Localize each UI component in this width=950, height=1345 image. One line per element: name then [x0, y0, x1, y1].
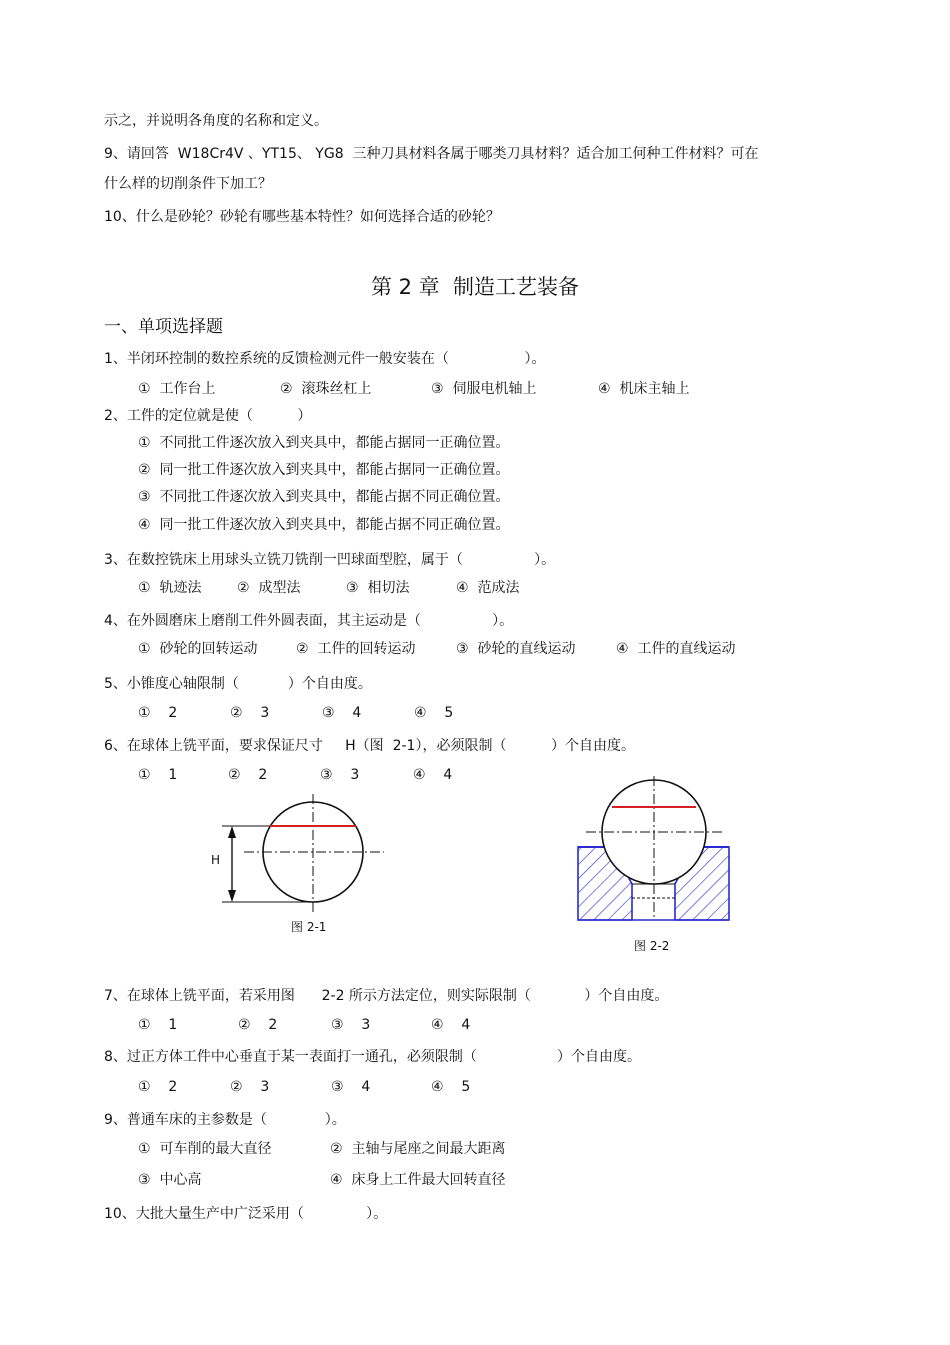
- question-2-option-4: ④ 同一批工件逐次放入到夹具中，都能占据不同正确位置。: [138, 517, 510, 533]
- question-1-option-4: ④ 机床主轴上: [598, 381, 690, 397]
- question-10-stem: 10、大批大量生产中广泛采用（ ）。: [104, 1206, 388, 1222]
- question-4-option-2: ② 工件的回转运动: [296, 641, 416, 657]
- question-5-option-2: ② 3: [230, 705, 270, 721]
- question-3-option-4: ④ 范成法: [456, 580, 520, 596]
- question-4-option-4: ④ 工件的直线运动: [616, 641, 736, 657]
- question-6-option-1: ① 1: [138, 767, 178, 783]
- question-7-option-4: ④ 4: [431, 1017, 471, 1033]
- question-4-option-3: ③ 砂轮的直线运动: [456, 641, 576, 657]
- prev-question-9-line2: 什么样的切削条件下加工？: [104, 176, 272, 192]
- question-7-option-3: ③ 3: [331, 1017, 371, 1033]
- question-2-stem: 2、工件的定位就是使（ ）: [104, 408, 312, 424]
- question-3-option-3: ③ 相切法: [346, 580, 410, 596]
- question-6-stem: 6、在球体上铣平面，要求保证尺寸 H（图 2-1），必须限制（ ）个自由度。: [104, 738, 635, 754]
- question-6-option-3: ③ 3: [320, 767, 360, 783]
- question-4-option-1: ① 砂轮的回转运动: [138, 641, 258, 657]
- question-5-option-3: ③ 4: [322, 705, 362, 721]
- figure-2-1-caption: 图 2-1: [291, 920, 327, 934]
- chapter-title: 第 2 章 制造工艺装备: [370, 275, 580, 299]
- question-8-option-1: ① 2: [138, 1079, 178, 1095]
- question-1-option-1: ① 工作台上: [138, 381, 216, 397]
- question-8-option-2: ② 3: [230, 1079, 270, 1095]
- question-9-stem: 9、普通车床的主参数是（ ）。: [104, 1112, 346, 1128]
- prev-question-8-tail: 示之，并说明各角度的名称和定义。: [104, 113, 328, 129]
- question-2-option-2: ② 同一批工件逐次放入到夹具中，都能占据同一正确位置。: [138, 462, 510, 478]
- question-8-option-3: ③ 4: [331, 1079, 371, 1095]
- prev-question-9-line1: 9、请回答 W18Cr4V 、YT15、 YG8 三种刀具材料各属于哪类刀具材料？适合加工何种工件材料？可在: [104, 146, 759, 162]
- question-6-option-4: ④ 4: [413, 767, 453, 783]
- question-6-option-2: ② 2: [228, 767, 268, 783]
- question-4-stem: 4、在外圆磨床上磨削工件外圆表面，其主运动是（ ）。: [104, 613, 514, 629]
- figure-2-2-caption: 图 2-2: [634, 939, 670, 953]
- question-8-stem: 8、过正方体工件中心垂直于某一表面打一通孔，必须限制（ ）个自由度。: [104, 1049, 642, 1065]
- question-2-option-3: ③ 不同批工件逐次放入到夹具中，都能占据不同正确位置。: [138, 489, 510, 505]
- question-9-option-4: ④ 床身上工件最大回转直径: [330, 1172, 506, 1188]
- question-1-option-3: ③ 伺服电机轴上: [431, 381, 537, 397]
- question-5-option-4: ④ 5: [414, 705, 454, 721]
- question-2-option-1: ① 不同批工件逐次放入到夹具中，都能占据同一正确位置。: [138, 435, 510, 451]
- question-3-option-1: ① 轨迹法: [138, 580, 202, 596]
- figure-2-1-dimension-label: H: [211, 853, 221, 867]
- prev-question-10: 10、什么是砂轮？砂轮有哪些基本特性？如何选择合适的砂轮？: [104, 209, 500, 225]
- question-7-option-2: ② 2: [238, 1017, 278, 1033]
- question-7-stem: 7、在球体上铣平面，若采用图 2-2 所示方法定位，则实际限制（ ）个自由度。: [104, 988, 669, 1004]
- question-7-option-1: ① 1: [138, 1017, 178, 1033]
- question-1-stem: 1、半闭环控制的数控系统的反馈检测元件一般安装在（ ）。: [104, 351, 546, 367]
- question-3-stem: 3、在数控铣床上用球头立铣刀铣削一凹球面型腔，属于（ ）。: [104, 552, 556, 568]
- question-5-option-1: ① 2: [138, 705, 178, 721]
- question-1-option-2: ② 滚珠丝杠上: [280, 381, 372, 397]
- question-3-option-2: ② 成型法: [237, 580, 301, 596]
- question-9-option-3: ③ 中心高: [138, 1172, 202, 1188]
- question-9-option-2: ② 主轴与尾座之间最大距离: [330, 1141, 506, 1157]
- question-9-option-1: ① 可车削的最大直径: [138, 1141, 272, 1157]
- question-5-stem: 5、小锥度心轴限制（ ）个自由度。: [104, 676, 372, 692]
- section-title: 一、单项选择题: [104, 317, 223, 337]
- question-8-option-4: ④ 5: [431, 1079, 471, 1095]
